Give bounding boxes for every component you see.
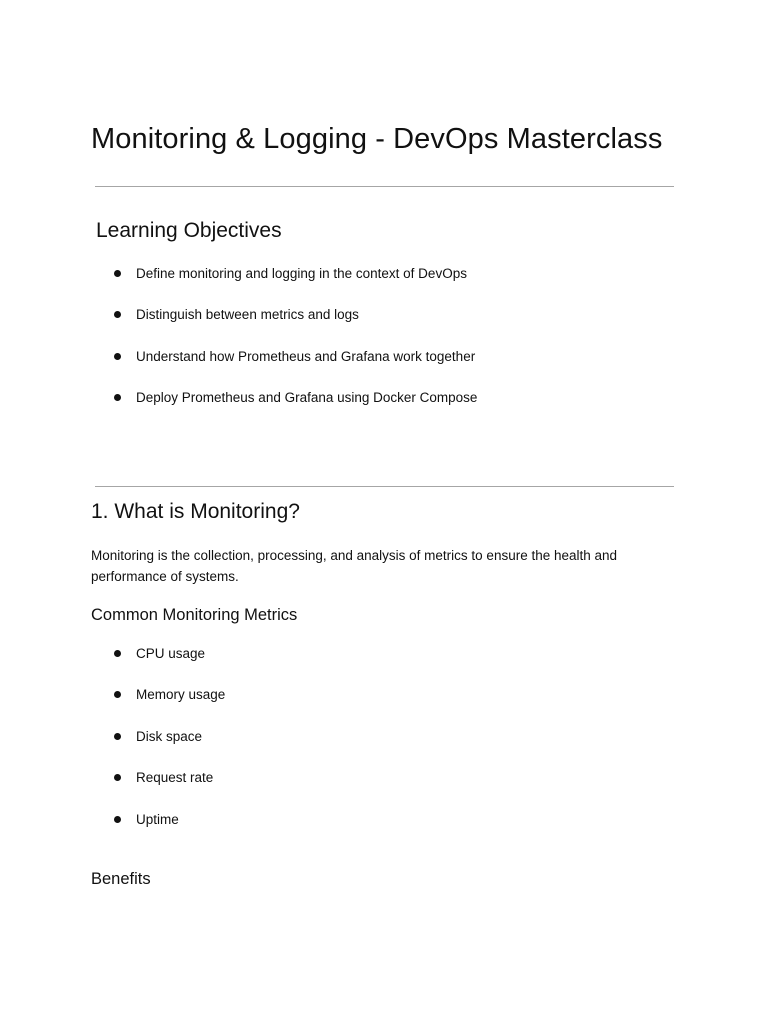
list-item-text: CPU usage: [136, 646, 206, 661]
list-item-text: Understand how Prometheus and Grafana work together: [136, 348, 476, 364]
list-item-text: Request rate: [136, 770, 214, 786]
common-metrics-heading: Common Monitoring Metrics: [91, 606, 298, 624]
bullet-icon: [114, 650, 121, 657]
list-item-text: Define monitoring and logging in the context of DevOps: [136, 266, 467, 281]
list-item-text: Disk space: [136, 728, 203, 744]
section-heading-what-is-monitoring: 1. What is Monitoring?: [91, 500, 300, 523]
list-item-text: Distinguish between metrics and logs: [136, 307, 359, 323]
bullet-icon: [114, 311, 121, 318]
learning-objectives-heading: Learning Objectives: [96, 219, 282, 242]
benefits-heading: Benefits: [91, 870, 151, 888]
bullet-icon: [114, 394, 121, 401]
bullet-icon: [114, 816, 121, 823]
monitoring-definition-paragraph: Monitoring is the collection, processing, and analysis of metrics to ensure the health and performance of systems.: [91, 548, 618, 584]
horizontal-divider: [95, 486, 674, 487]
bullet-icon: [114, 353, 121, 360]
document-title: Monitoring & Logging - DevOps Masterclass: [91, 123, 663, 155]
bullet-icon: [114, 774, 121, 781]
list-item-text: Uptime: [136, 811, 179, 827]
list-item-text: Deploy Prometheus and Grafana using Docker Compose: [136, 390, 478, 406]
bullet-icon: [114, 270, 121, 277]
horizontal-divider: [95, 186, 674, 187]
list-item-text: Memory usage: [136, 687, 226, 703]
bullet-icon: [114, 691, 121, 698]
bullet-icon: [114, 733, 121, 740]
